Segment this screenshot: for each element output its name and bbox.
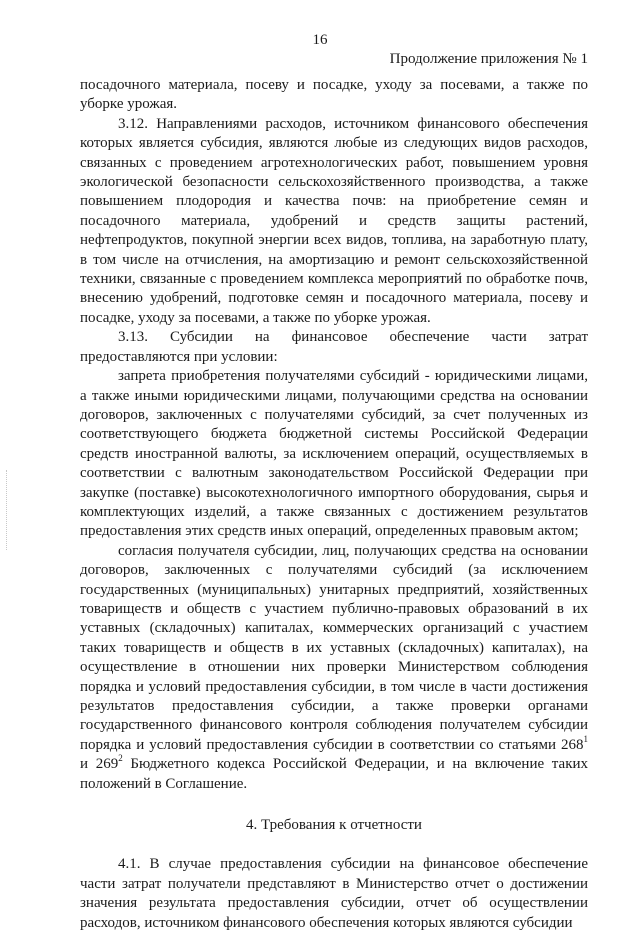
superscript-1: 1	[583, 733, 588, 744]
paragraph-3-13: 3.13. Субсидии на финансовое обеспечение части затрат предоставляются при условии:	[80, 329, 588, 365]
section-4-heading: 4. Требования к отчетности	[246, 817, 422, 834]
condition-2-text-c: Бюджетного кодекса Российской Федерации, и на включение таких положений в Соглашение.	[80, 756, 589, 792]
document-body	[80, 76, 588, 933]
superscript-2: 2	[118, 753, 123, 764]
paragraph-3-12: 3.12. Направлениями расходов, источником финансового обеспечения которых является субсидия, являются любые из следующих видов расходов, связанных с проведением агротехнологических работ, повышением уровня экологической безопасности сельскохозяйственного производства, а также повышением плодородия и качества почв: на приобретение семян и посадочного материала, удобрений и средств защиты растений, нефтепродуктов, покупной энергии всех видов, топлива, на заработную плату, в том числе на отчисления, на амортизацию и ремонт сельскохозяйственной техники, связанные с проведением комплекса мероприятий по обработке почв, внесению удобрений, подготовке семян и посадочного материала, посеву и посадке, уходу за посевами, а также по уборке урожая.	[80, 115, 588, 326]
condition-2-text-b: и 269	[80, 756, 119, 773]
paragraph-3-13-condition-2	[80, 542, 588, 794]
appendix-continuation: Продолжение приложения № 1	[389, 51, 588, 67]
page-number: 16	[312, 32, 328, 48]
paragraph-continued: посадочного материала, посеву и посадке, уходу за посевами, а также по уборке урожая.	[80, 77, 588, 113]
scan-margin-mark	[6, 470, 9, 550]
condition-2-text: согласия получателя субсидии, лиц, получающих средства на основании договоров, заключенных с получателями субсидий (за исключением государственных (муниципальных) унитарных предприятий, хозяйственных товариществ и обществ с участием публично-правовых образований в их уставных (складочных) капиталах, коммерческих организаций с участием таких товариществ и обществ в их уставных (складочных) капиталах), на осуществление в отношении них проверки Министерством соблюдения порядка и условий предоставления субсидии, в том числе в части достижения результатов предоставления субсидии, а также проверки органами государственного финансового контроля соблюдения получателем субсидии порядка и условий предоставления субсидии в соответствии со статьями 268	[80, 542, 588, 753]
paragraph-4-1: 4.1. В случае предоставления субсидии на финансовое обеспечение части затрат получатели представляют в Министерство отчет о достижении значения результата предоставления субсидии, отчет об осуществлении расходов, источником финансового обеспечения которых являются субсидии	[80, 856, 588, 931]
paragraph-3-13-condition-1: запрета приобретения получателями субсидий - юридическими лицами, а также иными юридическими лицами, получающими средства на основании договоров, заключенных с получателями субсидий, за счет полученных из соответствующего бюджета бюджетной системы Российской Федерации средств иностранной валюты, за исключением операций, осуществляемых в соответствии с валютным законодательством Российской Федерации при закупке (поставке) высокотехнологичного импортного оборудования, сырья и комплектующих изделий, а также связанных с достижением результатов предоставления этих средств иных операций, определенных правовым актом;	[80, 368, 588, 540]
